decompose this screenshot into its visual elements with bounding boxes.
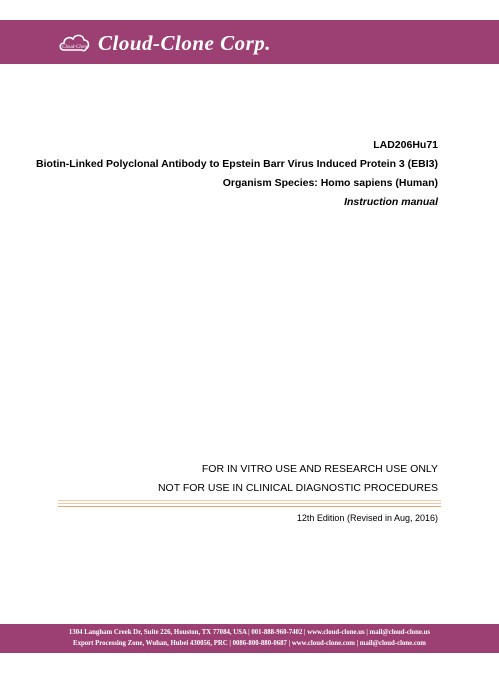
brand-name: Cloud-Clone Corp. bbox=[98, 30, 272, 55]
divider-line bbox=[58, 500, 441, 501]
logo-small-text: Cloud-Clone bbox=[62, 45, 88, 50]
cloud-logo-icon bbox=[58, 30, 92, 56]
edition-note: 12th Edition (Revised in Aug, 2016) bbox=[296, 513, 438, 523]
document-type: Instruction manual bbox=[344, 196, 438, 208]
divider-line bbox=[58, 503, 441, 504]
footer-address-prc: Export Processing Zone, Wuhan, Hubei 430056, PRC | 0086-800-880-0687 | www.cloud-clone.com | mail@cloud-clone.com bbox=[73, 640, 426, 647]
usage-notice bbox=[158, 460, 438, 498]
divider-line bbox=[58, 506, 441, 507]
product-title-block bbox=[36, 136, 438, 212]
product-name: Biotin-Linked Polyclonal Antibody to Epstein Barr Virus Induced Protein 3 (EBI3) bbox=[36, 158, 438, 170]
notice-line-clinical: NOT FOR USE IN CLINICAL DIAGNOSTIC PROCEDURES bbox=[157, 482, 438, 494]
brand-logo bbox=[58, 28, 271, 58]
organism-species: Organism Species: Homo sapiens (Human) bbox=[222, 177, 438, 189]
footer-address-us: 1304 Langham Creek Dr, Suite 226, Houston, TX 77084, USA | 001-888-960-7402 | www.cloud-clone.us | mail@cloud-clone.us bbox=[68, 629, 431, 636]
notice-line-research: FOR IN VITRO USE AND RESEARCH USE ONLY bbox=[201, 463, 438, 475]
catalog-number: LAD206Hu71 bbox=[373, 139, 438, 151]
